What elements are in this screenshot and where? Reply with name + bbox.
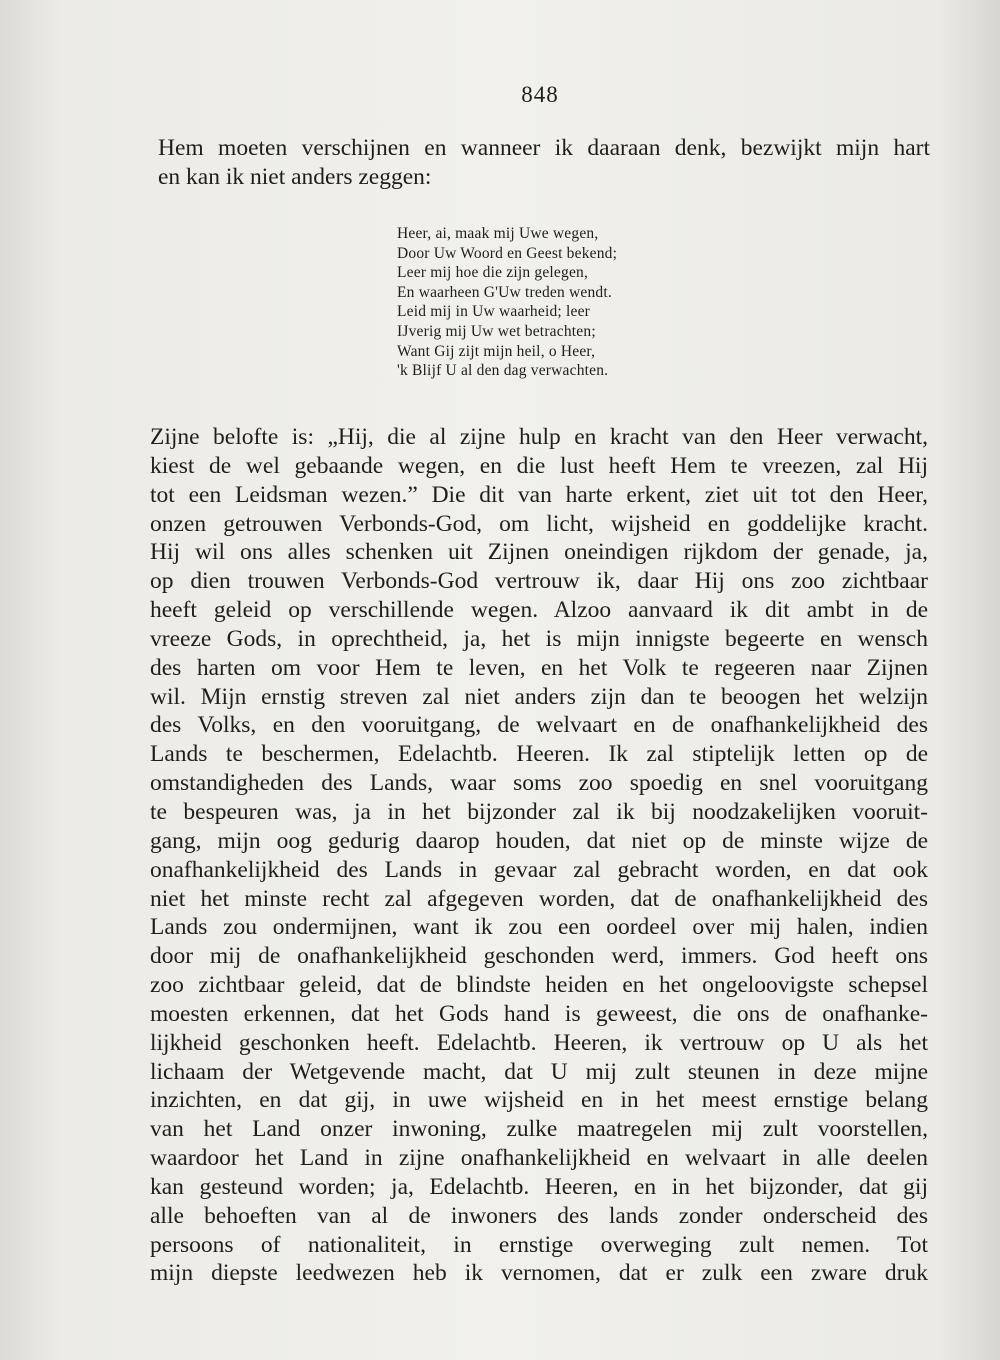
text-line: alle behoeften van al de inwoners des lands zonder onderscheid des [150,1202,928,1229]
poem-line: IJverig mij Uw wet betrachten; [397,322,596,340]
poem-line: Leer mij hoe die zijn gelegen, [397,264,589,282]
text-line: Zijne belofte is: „Hij, die al zijne hulp en kracht van den Heer verwacht, [150,424,928,450]
text-line: des harten om voor Hem te leven, en het Volk te regeeren naar Zijnen [150,654,928,681]
text-line: des Volks, en den vooruitgang, de welvaart en de onafhankelijkheid des [150,712,928,739]
poem-line: Leid mij in Uw waarheid; leer [397,303,591,321]
text-line: kiest de wel gebaande wegen, en die lust heeft Hem te vreezen, zal Hij [150,452,928,479]
text-line: vreeze Gods, in oprechtheid, ja, het is mijn innigste begeerte en wensch [150,625,928,652]
text-line: niet het minste recht zal afgegeven worden, dat de onafhankelijkheid des [150,885,928,912]
text-line: waardoor het Land in zijne onafhankelijkheid en welvaart in alle deelen [150,1145,928,1172]
text-line: Hem moeten verschijnen en wanneer ik daaraan denk, bezwijkt mijn hart [158,135,930,161]
text-line: mijn diepste leedwezen heb ik vernomen, dat er zulk een zware druk [150,1260,928,1287]
poem-line: Heer, ai, maak mij Uwe wegen, [397,225,599,242]
text-line: Lands zou ondermijnen, want ik zou een oordeel over mij halen, indien [150,914,928,941]
poem-line: Door Uw Woord en Geest bekend; [397,244,618,262]
text-line: onafhankelijkheid des Lands in gevaar zal gebracht worden, en dat ook [150,856,928,883]
text-line: gang, mijn oog gedurig daarop houden, dat niet op de minste wijze de [150,827,928,854]
text-line: door mij de onafhankelijkheid geschonden werd, immers. God heeft ons [150,943,928,970]
poem-stanza [397,224,717,381]
text-line: moesten erkennen, dat het Gods hand is geweest, die ons de onafhanke- [150,1000,928,1027]
text-line: omstandigheden des Lands, waar soms zoo spoedig en snel vooruitgang [150,770,928,797]
text-line: zoo zichtbaar geleid, dat de blindste heiden en het ongeloovigste schepsel [150,972,928,999]
text-line: en kan ik niet anders zeggen: [158,164,432,190]
text-line: te bespeuren was, ja in het bijzonder zal ik bij noodzakelijken vooruit- [150,798,928,825]
poem-line: 'k Blijf U al den dag verwachten. [397,362,609,380]
text-line: onzen getrouwen Verbonds-God, om licht, wijsheid en goddelijke kracht. [150,510,928,537]
poem-line: En waarheen G'Uw treden wendt. [397,283,612,301]
text-line: Hij wil ons alles schenken uit Zijnen oneindigen rijkdom der genade, ja, [150,539,928,566]
text-line: op dien trouwen Verbonds-God vertrouw ik, daar Hij ons zoo zichtbaar [150,568,928,595]
text-line: persoons of nationaliteit, in ernstige overweging zult nemen. Tot [150,1231,928,1258]
poem-line: Want Gij zijt mijn heil, o Heer, [397,342,596,360]
text-line: van het Land onzer inwoning, zulke maatregelen mij zult voorstellen, [150,1116,928,1143]
text-line: tot een Leidsman wezen.” Die dit van harte erkent, ziet uit tot den Heer, [150,481,928,508]
text-line: inzichten, en dat gij, in uwe wijsheid en in het meest ernstige belang [150,1087,928,1114]
intro-paragraph [158,134,930,192]
text-line: wil. Mijn ernstig streven zal niet anders zijn dan te beoogen het welzijn [150,683,928,710]
body-paragraph [150,423,928,1288]
text-line: lichaam der Wetgevende macht, dat U mij zult steunen in deze mijne [150,1058,928,1085]
text-line: kan gesteund worden; ja, Edelachtb. Heeren, en in het bijzonder, dat gij [150,1173,928,1200]
text-line: lijkheid geschonken heeft. Edelachtb. Heeren, ik vertrouw op U als het [150,1029,928,1056]
text-line: heeft geleid op verschillende wegen. Alzoo aanvaard ik dit ambt in de [150,597,928,624]
page-number: 848 [521,82,559,107]
text-line: Lands te beschermen, Edelachtb. Heeren. Ik zal stiptelijk letten op de [150,741,928,768]
